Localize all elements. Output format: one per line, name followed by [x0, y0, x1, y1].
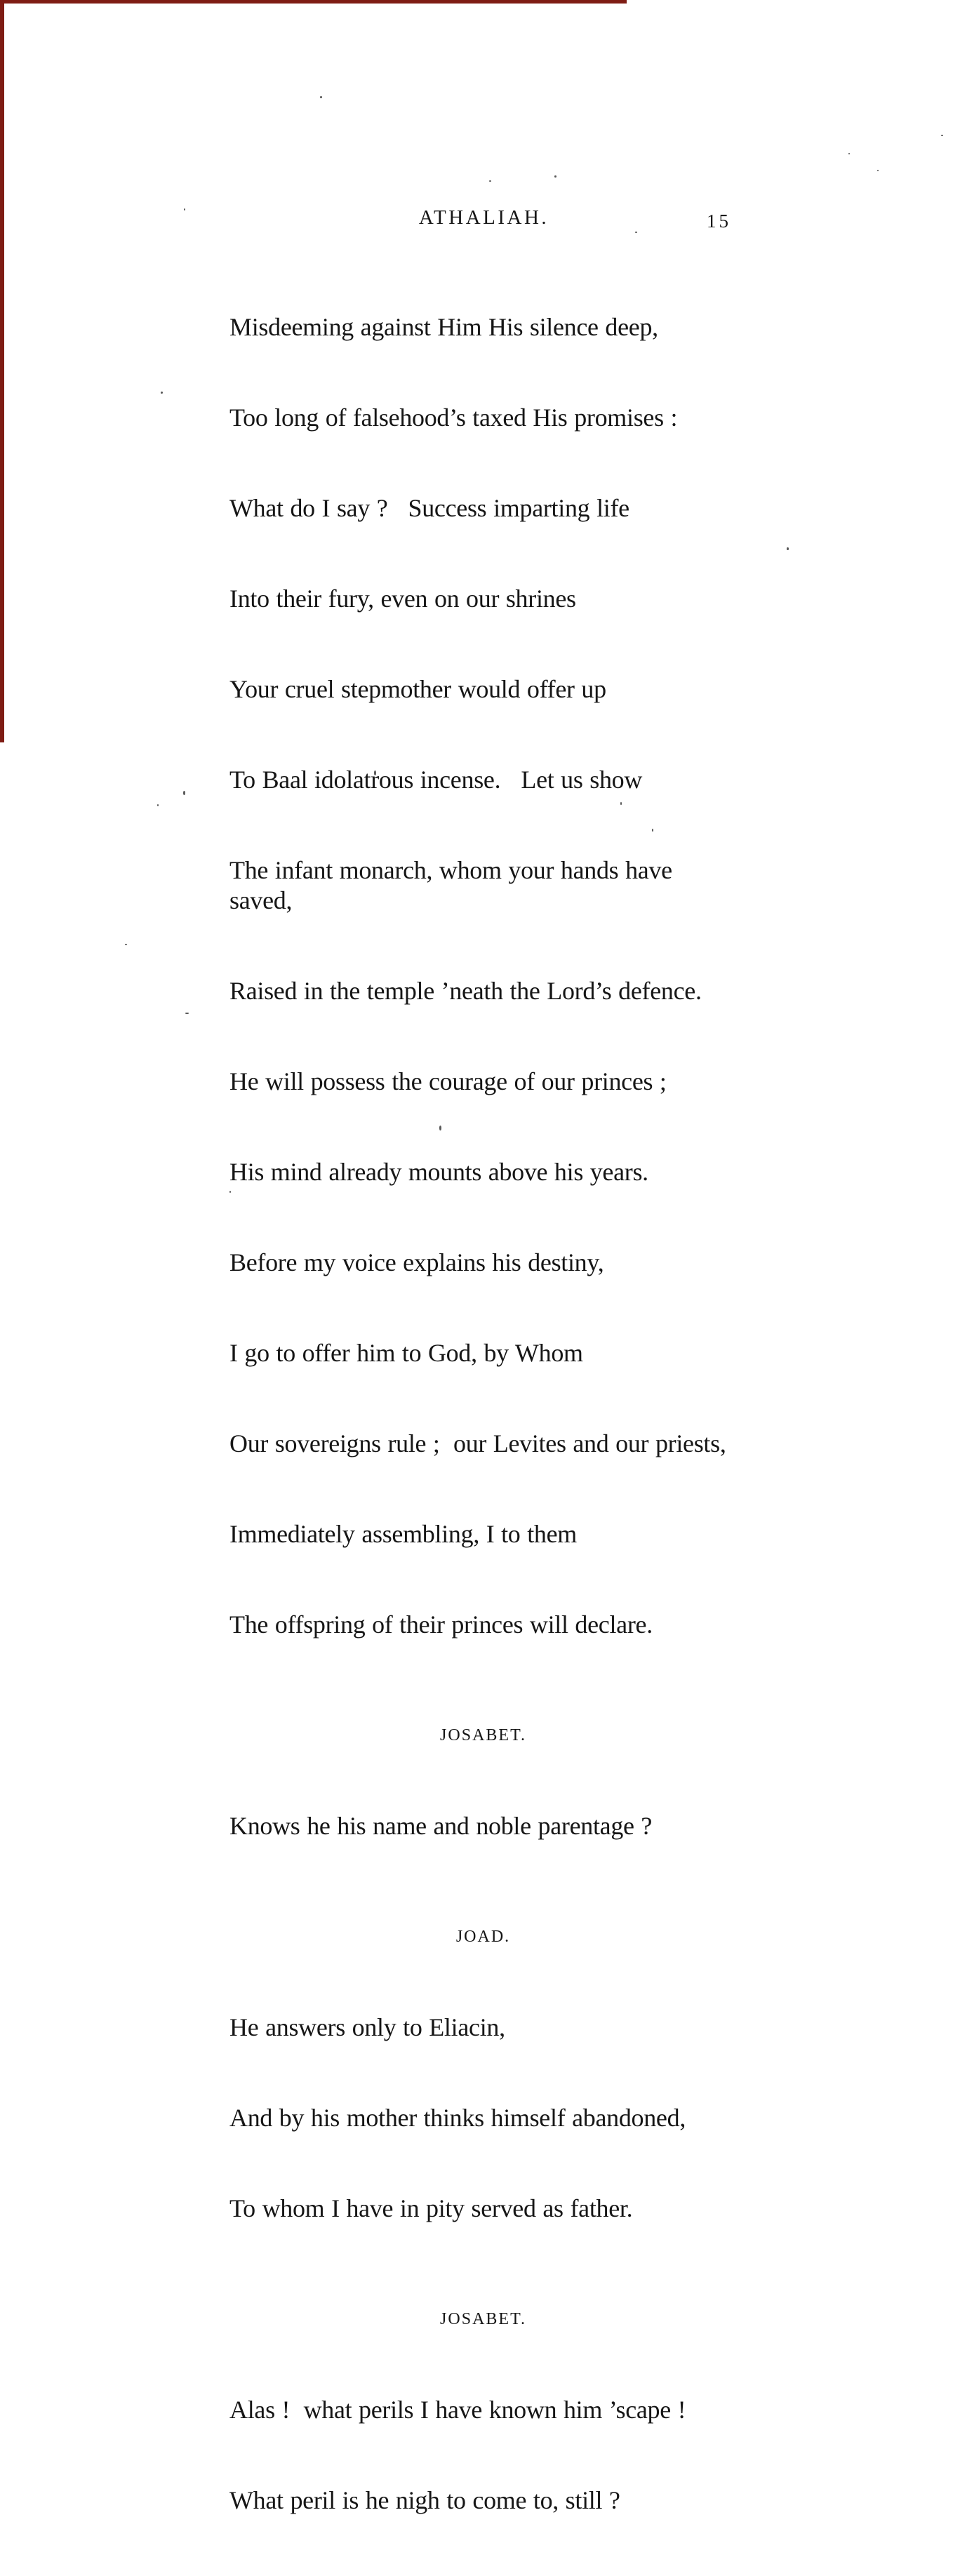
scan-speck	[848, 153, 850, 154]
scan-speck	[554, 175, 556, 178]
scan-speck	[185, 1013, 189, 1014]
verse-block	[229, 2335, 730, 2576]
verse-block	[229, 252, 730, 1700]
scan-speck	[489, 180, 491, 182]
speaker-label-joad: JOAD.	[455, 1928, 511, 1946]
verse-line: What peril is he nigh to come to, still ?	[229, 2486, 620, 2514]
scan-speck	[157, 804, 159, 806]
scan-speck	[941, 135, 943, 136]
scan-speck	[184, 208, 185, 211]
page-content	[229, 206, 730, 2576]
verse-block	[229, 1751, 730, 1902]
scan-speck	[787, 547, 789, 550]
verse-line: What do I say ? Success imparting life	[229, 494, 629, 522]
verse-line: Your cruel stepmother would offer up	[229, 675, 606, 703]
scan-speck	[125, 944, 127, 945]
verse-line: To Baal idolatrous incense. Let us show	[229, 766, 643, 794]
scan-speck	[183, 791, 185, 795]
scan-speck	[161, 392, 163, 394]
verse-line: Knows he his name and noble parentage ?	[229, 1812, 653, 1840]
page-number: 15	[707, 211, 731, 232]
verse-line: And by his mother thinks himself abandoned,	[229, 2104, 686, 2132]
verse-line: The offspring of their princes will declare.	[229, 1610, 653, 1639]
verse-line: Into their fury, even on our shrines	[229, 585, 576, 613]
scan-edge-top	[0, 0, 627, 4]
verse-line: His mind already mounts above his years.	[229, 1158, 648, 1186]
verse-block	[229, 1952, 730, 2284]
verse-line: Misdeeming against Him His silence deep,	[229, 313, 658, 341]
verse-line: Too long of falsehood’s taxed His promises :	[229, 403, 678, 432]
scan-speck	[320, 96, 322, 98]
verse-line: Immediately assembling, I to them	[229, 1520, 577, 1548]
verse-line: Before my voice explains his destiny,	[229, 1248, 604, 1276]
scan-speck	[877, 170, 879, 171]
verse-line: Raised in the temple ’neath the Lord’s defence.	[229, 977, 702, 1005]
verse-line: The infant monarch, whom your hands have saved,	[229, 856, 679, 914]
verse-line: To whom I have in pity served as father.	[229, 2194, 633, 2222]
verse-line: Alas ! what perils I have known him ’scape !	[229, 2396, 686, 2424]
verse-line: Our sovereigns rule ; our Levites and our priests,	[229, 1429, 726, 1457]
verse-line: I go to offer him to God, by Whom	[229, 1339, 583, 1367]
verse-line: He will possess the courage of our princes ;	[229, 1067, 667, 1095]
speaker-label-josabet: JOSABET.	[440, 1726, 526, 1744]
speaker-label-josabet: JOSABET.	[440, 2310, 526, 2328]
page-title: ATHALIAH.	[418, 206, 549, 229]
running-head	[229, 206, 731, 232]
scan-edge-left	[0, 0, 4, 742]
verse-line: He answers only to Eliacin,	[229, 2013, 505, 2041]
